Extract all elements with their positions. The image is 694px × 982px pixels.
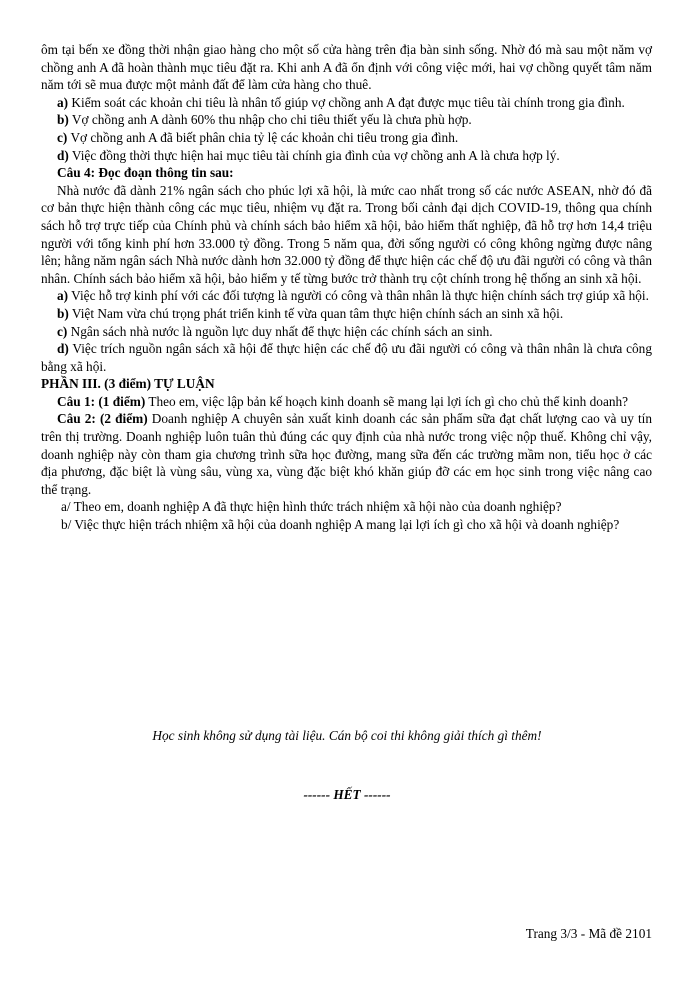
q3-option-a [41, 94, 652, 112]
option-text: Vợ chồng anh A đã biết phân chia tỷ lệ các khoản chi tiêu trong gia đình. [70, 129, 459, 145]
essay-question-2 [41, 410, 652, 498]
option-text: Ngân sách nhà nước là nguồn lực duy nhất để thực hiện các chính sách an sinh. [70, 323, 493, 339]
option-text: Việc hỗ trợ kinh phí với các đối tượng là người có công và thân nhân là thực hiện chính sách trợ giúp xã hội. [71, 288, 649, 304]
option-text: Vợ chồng anh A dành 60% thu nhập cho chi tiêu thiết yếu là chưa phù hợp. [71, 112, 472, 128]
q4-option-a [41, 287, 652, 305]
option-label: c) [57, 323, 68, 339]
option-label: b) [57, 305, 69, 321]
q4-option-d [41, 340, 652, 375]
question-label: Câu 2: (2 điểm) [57, 411, 148, 427]
essay-question-1 [41, 393, 652, 411]
essay-question-2b: b/ Việc thực hiện trách nhiệm xã hội của doanh nghiệp A mang lại lợi ích gì cho xã hội và doanh nghiệp? [61, 517, 620, 533]
option-label: d) [57, 147, 69, 163]
exam-content [41, 41, 652, 534]
page-footer: Trang 3/3 - Mã đề 2101 [525, 926, 652, 941]
question-text: Theo em, việc lập bản kế hoạch kinh doanh sẽ mang lại lợi ích gì cho chủ thể kinh doanh? [148, 393, 629, 409]
q3-passage-end: ôm tại bến xe đồng thời nhận giao hàng cho một số cửa hàng trên địa bàn sinh sống. Nhờ đó mà sau một năm vợ chồng anh A đã hoàn thành mục tiêu đặt ra. Khi anh A đã ổn định với công việc mới, hai vợ chồng quyết tâm năm năm tới sẽ mua được một mảnh đất để làm cửa hàng cho thuê. [41, 42, 652, 93]
essay-question-2a: a/ Theo em, doanh nghiệp A đã thực hiện hình thức trách nhiệm xã hội nào của doanh nghiệp? [61, 499, 562, 515]
q3-option-d [41, 147, 652, 165]
part3-heading: PHẦN III. (3 điểm) TỰ LUẬN [41, 376, 215, 392]
question-label: Câu 1: (1 điểm) [57, 393, 146, 409]
option-text: Kiểm soát các khoản chi tiêu là nhân tố giúp vợ chồng anh A đạt được mục tiêu tài chính trong gia đình. [71, 94, 625, 110]
q3-option-b [41, 111, 652, 129]
option-label: c) [57, 129, 68, 145]
q3-option-c [41, 129, 652, 147]
option-label: b) [57, 112, 69, 128]
option-label: d) [57, 341, 69, 357]
q4-option-b [41, 305, 652, 323]
option-label: a) [57, 288, 69, 304]
q4-option-c [41, 323, 652, 341]
q4-heading: Câu 4: Đọc đoạn thông tin sau: [57, 165, 234, 181]
option-text: Việc đồng thời thực hiện hai mục tiêu tài chính gia đình của vợ chồng anh A là chưa hợp lý. [71, 147, 560, 163]
q4-passage: Nhà nước đã dành 21% ngân sách cho phúc lợi xã hội, là mức cao nhất trong số các nước ASEAN, nhờ đó đã cơ bản thực hiện thành công các mục tiêu, nhiệm vụ đặt ra. Trong bối cảnh đại dịch COVID-19, thông qua chính sách hỗ trợ trực tiếp của Chính phủ và chính sách bảo hiểm xã hội, bảo hiểm thất nghiệp, đã hỗ trợ hơn 14,4 triệu người với tổng kinh phí hơn 33.000 tỷ đồng. Trong 5 năm qua, đời sống người có công không ngừng được nâng lên; hằng năm ngân sách Nhà nước dành hơn 32.000 tỷ đồng để thực hiện các chế độ ưu đãi người có công và thân nhân. Chính sách bảo hiểm xã hội, bảo hiểm y tế từng bước trở thành trụ cột chính trong hệ thống an sinh xã hội. [41, 182, 652, 286]
option-label: a) [57, 94, 69, 110]
end-marker: ------ HẾT ------ [303, 787, 391, 802]
option-text: Việt Nam vừa chú trọng phát triển kinh tế vừa quan tâm thực hiện chính sách an sinh xã hội. [71, 305, 564, 321]
option-text: Việc trích nguồn ngân sách xã hội để thực hiện các chế độ ưu đãi người có công và thân nhân là chưa công bằng xã hội. [41, 341, 652, 374]
exam-note: Học sinh không sử dụng tài liệu. Cán bộ coi thi không giải thích gì thêm! [152, 728, 542, 743]
question-text: Doanh nghiệp A chuyên sản xuất kinh doanh các sản phẩm sữa đạt chất lượng cao và uy tín trên thị trường. Doanh nghiệp luôn tuân thủ đúng các quy định của nhà nước trong việc nộp thuế. Không chỉ vậy, doanh nghiệp này còn tham gia chương trình sữa học đường, mang sữa đến các trường mầm non, tiểu học ở các địa phương, đặc biệt là vùng sâu, vùng xa, vùng đặc biệt khó khăn giúp đỡ các em học sinh trong việc nâng cao thể trạng. [41, 411, 652, 497]
